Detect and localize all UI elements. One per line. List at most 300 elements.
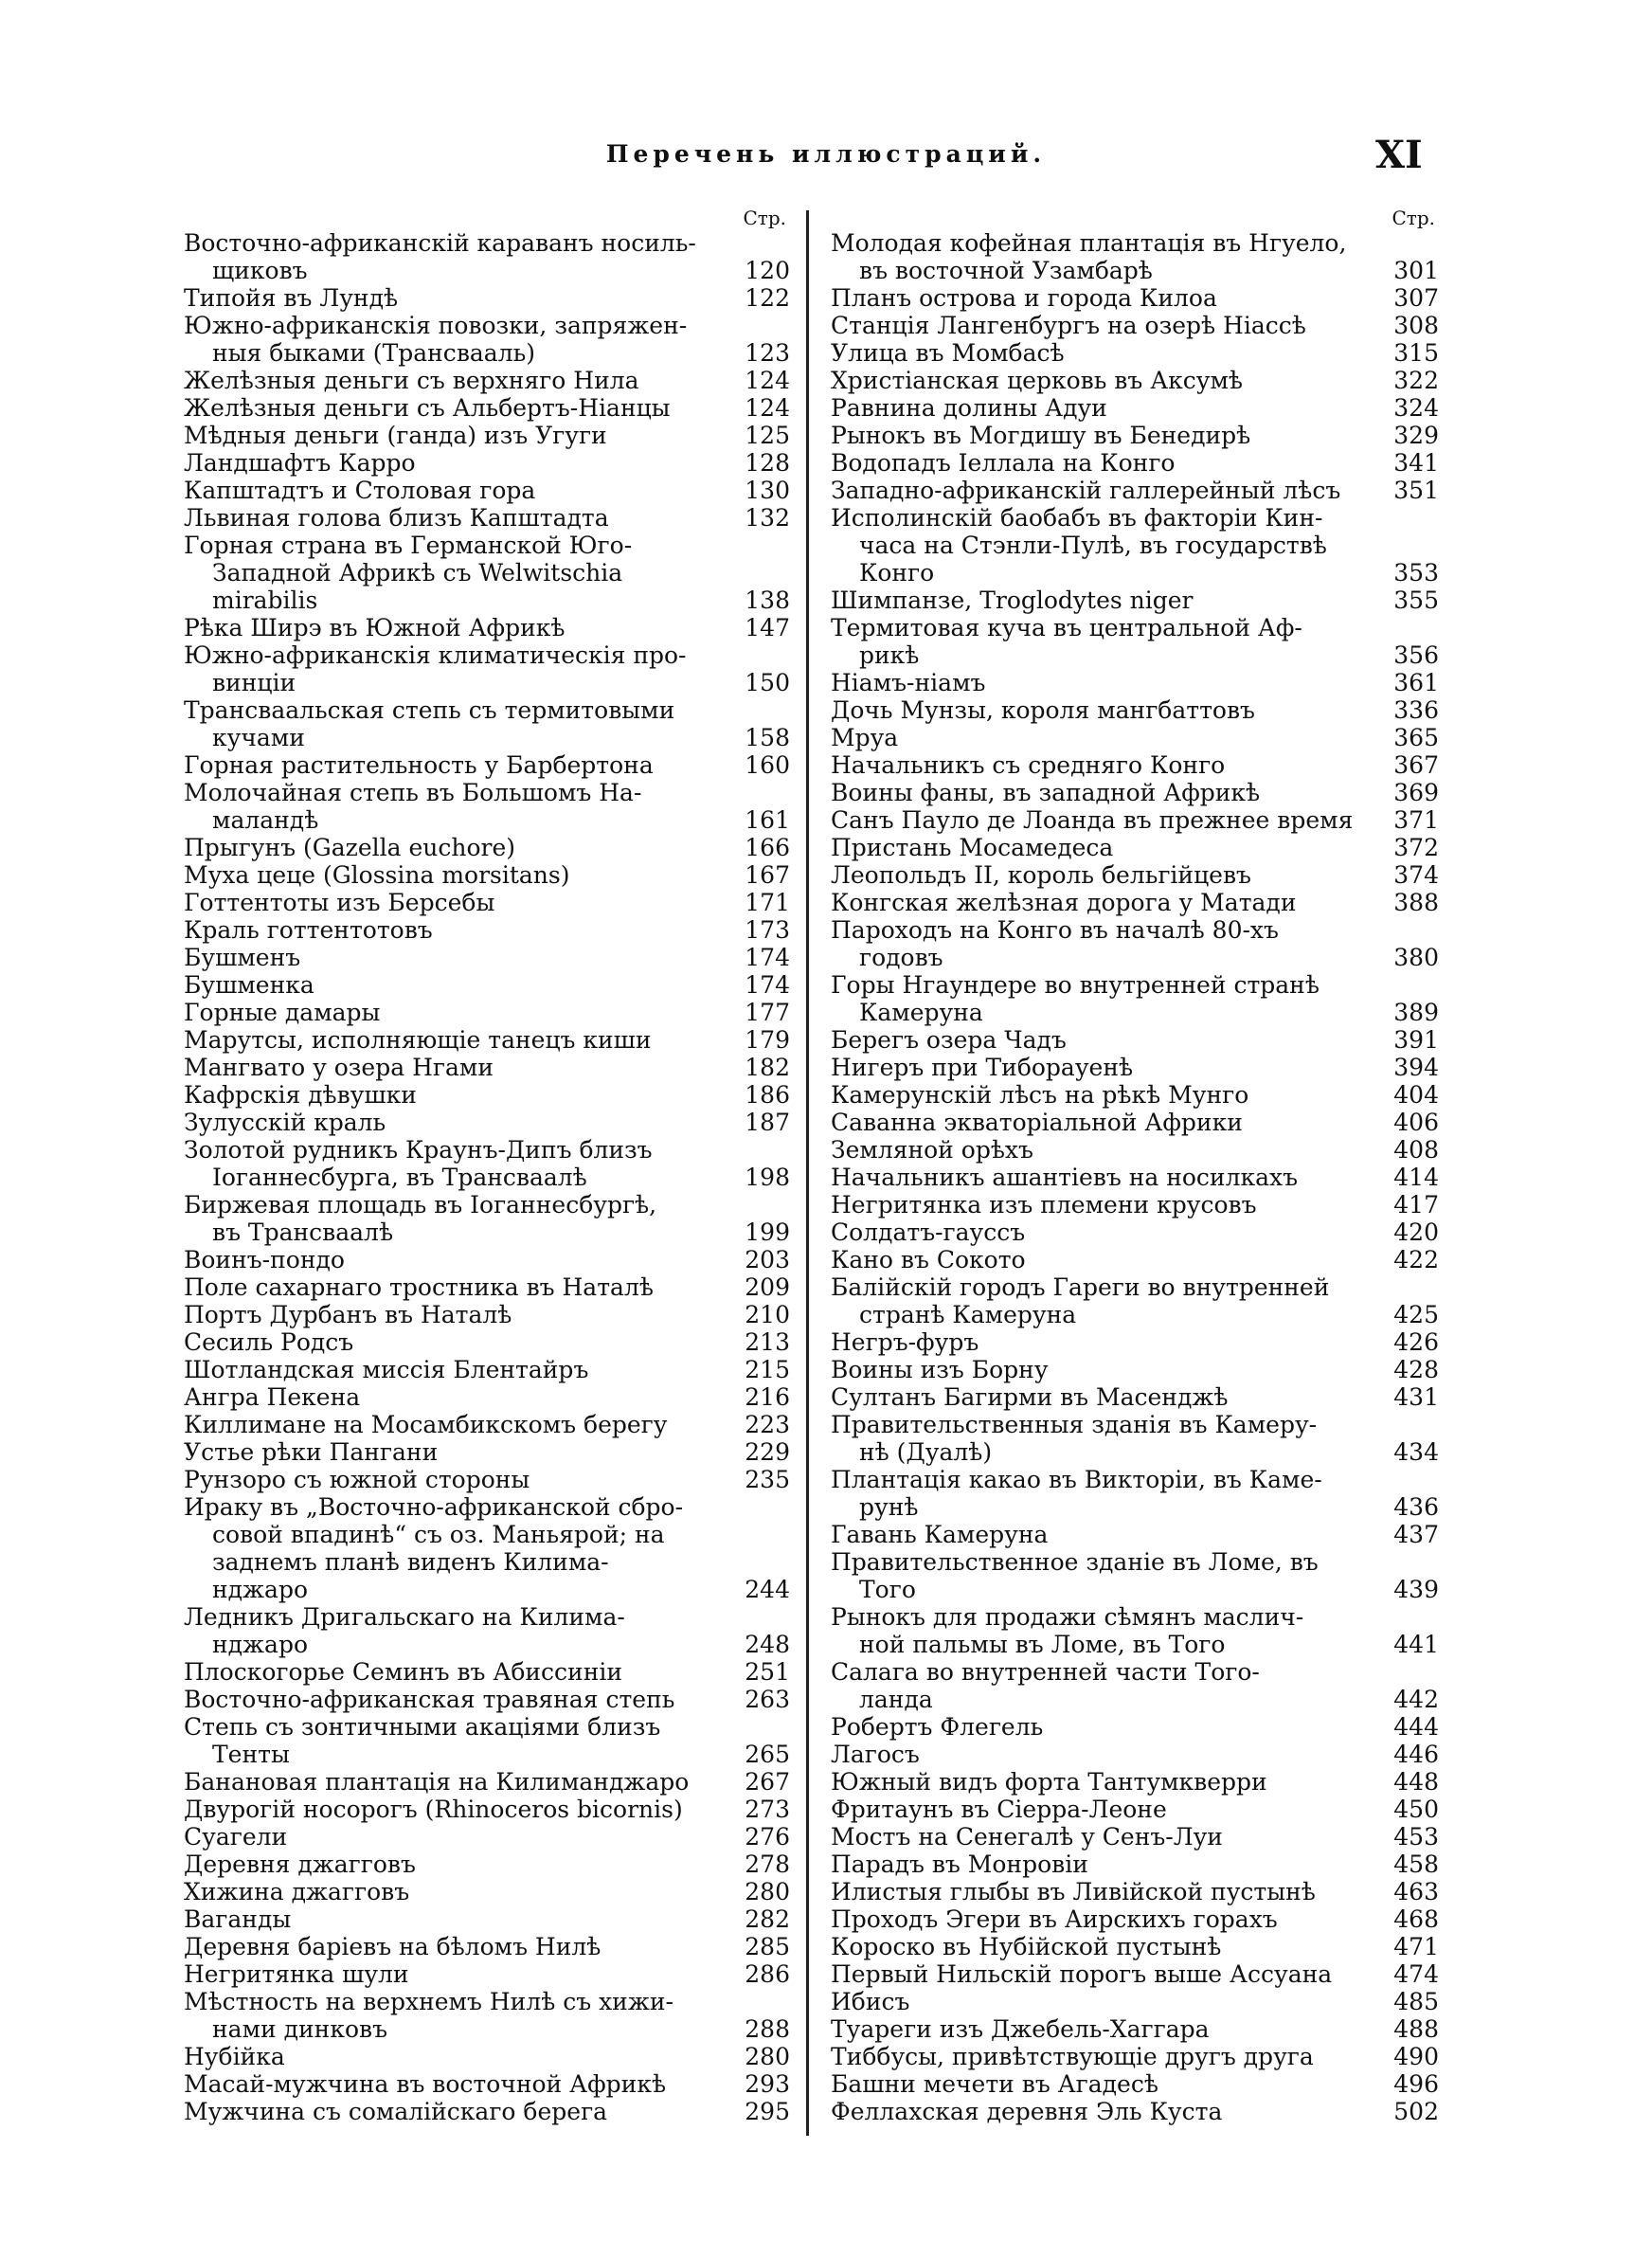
entry-title: Горы Нгаундере во внутренней странѣ bbox=[831, 971, 1320, 999]
entry-page-number: 160 bbox=[745, 751, 790, 779]
entry-title: Шимпанзе, Troglodytes niger bbox=[831, 587, 1194, 614]
illustration-entry bbox=[831, 971, 1439, 1026]
entry-page-number: 365 bbox=[1393, 724, 1439, 751]
entry-page-number: 353 bbox=[1393, 559, 1439, 587]
entry-page-number: 295 bbox=[745, 2098, 790, 2125]
entry-page-number: 123 bbox=[745, 339, 790, 367]
entry-page-number: 276 bbox=[745, 1823, 790, 1851]
entry-page-number: 182 bbox=[745, 1054, 790, 1081]
entry-page-number: 187 bbox=[745, 1109, 790, 1136]
entry-page-number: 324 bbox=[1393, 394, 1439, 422]
entry-page-number: 436 bbox=[1393, 1493, 1439, 1521]
entry-title: Зулусскій краль bbox=[184, 1109, 386, 1136]
illustration-entry bbox=[831, 1933, 1439, 1960]
illustration-entry bbox=[184, 1493, 790, 1603]
entry-title: Типойя въ Лундѣ bbox=[184, 284, 399, 312]
illustration-entry bbox=[184, 1988, 790, 2043]
entry-page-number: 488 bbox=[1393, 2015, 1439, 2043]
illustration-entry bbox=[831, 2015, 1439, 2043]
illustration-entry bbox=[184, 1246, 790, 1273]
illustration-entry bbox=[831, 806, 1439, 834]
illustration-entry bbox=[831, 1905, 1439, 1933]
entry-title-continuation: часа на Стэнли-Пулѣ, въ государствѣ bbox=[859, 532, 1327, 559]
entry-title: Исполинскій баобабъ въ факторіи Кин- bbox=[831, 504, 1323, 532]
entry-title: Горная страна въ Германской Юго- bbox=[184, 532, 633, 559]
entry-page-number: 490 bbox=[1393, 2043, 1439, 2070]
entry-title-continuation: заднемъ планѣ виденъ Килима- bbox=[212, 1548, 609, 1576]
illustration-entry bbox=[184, 1768, 790, 1796]
entry-title: Берегъ озера Чадъ bbox=[831, 1026, 1067, 1054]
entry-title-continuation: ныя быками (Трансвааль) bbox=[212, 339, 535, 367]
entry-title: Нубійка bbox=[184, 2043, 285, 2070]
entry-title: Воины фаны, въ западной Африкѣ bbox=[831, 779, 1261, 806]
entry-page-number: 351 bbox=[1393, 477, 1439, 504]
illustration-entry bbox=[831, 477, 1439, 504]
illustration-entry bbox=[184, 779, 790, 834]
entry-page-number: 444 bbox=[1393, 1713, 1439, 1741]
illustration-entry bbox=[184, 861, 790, 889]
illustration-entry bbox=[184, 284, 790, 312]
entry-page-number: 203 bbox=[745, 1246, 790, 1273]
entry-page-number: 124 bbox=[745, 367, 790, 394]
entry-title-continuation: годовъ bbox=[859, 944, 943, 971]
entry-title: Львиная голова близъ Капштадта bbox=[184, 504, 609, 532]
entry-page-number: 442 bbox=[1393, 1686, 1439, 1713]
illustration-entry bbox=[831, 614, 1439, 669]
entry-page-number: 341 bbox=[1393, 449, 1439, 477]
entry-title: Ландшафтъ Карро bbox=[184, 449, 416, 477]
entry-page-number: 431 bbox=[1393, 1383, 1439, 1411]
entry-title-continuation: нджаро bbox=[212, 1576, 309, 1603]
entry-page-number: 125 bbox=[745, 422, 790, 449]
entry-title: Дочь Мунзы, короля мангбаттовъ bbox=[831, 696, 1255, 724]
illustration-entry bbox=[184, 2098, 790, 2125]
illustration-entry bbox=[184, 1054, 790, 1081]
illustration-entry bbox=[831, 284, 1439, 312]
entry-page-number: 273 bbox=[745, 1796, 790, 1823]
left-column bbox=[184, 207, 790, 2125]
entry-page-number: 437 bbox=[1393, 1521, 1439, 1548]
entry-page-number: 361 bbox=[1393, 669, 1439, 696]
entry-title: Степь съ зонтичными акаціями близъ bbox=[184, 1713, 661, 1741]
entry-page-number: 329 bbox=[1393, 422, 1439, 449]
entry-title: Трансваальская степь съ термитовыми bbox=[184, 696, 675, 724]
entry-title-continuation: Конго bbox=[859, 559, 935, 587]
entry-page-number: 122 bbox=[745, 284, 790, 312]
entry-page-number: 235 bbox=[745, 1466, 790, 1493]
entry-title: Феллахская деревня Эль Куста bbox=[831, 2098, 1223, 2125]
page-column-label: Стр. bbox=[1392, 207, 1435, 229]
entry-title: Деревня джагговъ bbox=[184, 1851, 416, 1878]
entry-title: Горные дамары bbox=[184, 999, 381, 1026]
illustration-entry bbox=[831, 367, 1439, 394]
entry-page-number: 389 bbox=[1393, 999, 1439, 1026]
illustration-entry bbox=[184, 1713, 790, 1768]
entry-page-number: 177 bbox=[745, 999, 790, 1026]
entry-title: Планъ острова и города Килоа bbox=[831, 284, 1217, 312]
entry-page-number: 124 bbox=[745, 394, 790, 422]
illustration-entry bbox=[831, 449, 1439, 477]
entry-page-number: 286 bbox=[745, 1960, 790, 1988]
entry-title: Башни мечети въ Агадесѣ bbox=[831, 2070, 1158, 2098]
illustration-entry bbox=[831, 1383, 1439, 1411]
entry-title: Суагели bbox=[184, 1823, 288, 1851]
illustration-entry bbox=[184, 422, 790, 449]
entry-title: Бушменка bbox=[184, 971, 314, 999]
illustration-entry bbox=[831, 1658, 1439, 1713]
entry-title: Ибисъ bbox=[831, 1988, 910, 2015]
entry-title: Рунзоро съ южной стороны bbox=[184, 1466, 530, 1493]
entry-title: Рынокъ въ Могдишу въ Бенедирѣ bbox=[831, 422, 1251, 449]
illustration-entry bbox=[831, 1109, 1439, 1136]
entry-title: Бушменъ bbox=[184, 944, 301, 971]
entry-page-number: 301 bbox=[1393, 257, 1439, 284]
entry-page-number: 394 bbox=[1393, 1054, 1439, 1081]
illustration-entry bbox=[831, 834, 1439, 861]
entry-page-number: 388 bbox=[1393, 889, 1439, 916]
illustration-entry bbox=[831, 1356, 1439, 1383]
entry-page-number: 315 bbox=[1393, 339, 1439, 367]
entry-title: Мруа bbox=[831, 724, 899, 751]
entry-title-continuation: въ Трансваалѣ bbox=[212, 1219, 394, 1246]
page-number: XI bbox=[1375, 133, 1423, 177]
entry-page-number: 120 bbox=[745, 257, 790, 284]
illustration-entry bbox=[184, 1191, 790, 1246]
entry-title: Желѣзныя деньги съ верхняго Нила bbox=[184, 367, 639, 394]
entry-page-number: 173 bbox=[745, 916, 790, 944]
entry-title: Салага во внутренней части Того- bbox=[831, 1658, 1260, 1686]
entry-page-number: 391 bbox=[1393, 1026, 1439, 1054]
entry-title: Солдатъ-гауссъ bbox=[831, 1219, 1026, 1246]
entry-page-number: 450 bbox=[1393, 1796, 1439, 1823]
illustration-entry bbox=[831, 312, 1439, 339]
entry-page-number: 288 bbox=[745, 2015, 790, 2043]
entry-page-number: 251 bbox=[745, 1658, 790, 1686]
entry-title: Водопадъ Іеллала на Конго bbox=[831, 449, 1176, 477]
illustration-entry bbox=[831, 1603, 1439, 1658]
illustration-entry bbox=[184, 229, 790, 284]
entry-page-number: 130 bbox=[745, 477, 790, 504]
entry-page-number: 446 bbox=[1393, 1741, 1439, 1768]
illustration-entry bbox=[831, 504, 1439, 587]
entry-title: Южно-африканскія повозки, запряжен- bbox=[184, 312, 688, 339]
entry-page-number: 229 bbox=[745, 1438, 790, 1466]
entry-page-number: 244 bbox=[745, 1576, 790, 1603]
illustration-entry bbox=[184, 889, 790, 916]
illustration-entry bbox=[184, 367, 790, 394]
illustration-entry bbox=[831, 1851, 1439, 1878]
illustration-entry bbox=[831, 1054, 1439, 1081]
illustration-entry bbox=[831, 1960, 1439, 1988]
illustration-entry bbox=[184, 1960, 790, 1988]
entry-page-number: 248 bbox=[745, 1631, 790, 1658]
entry-title: Восточно-африканская травяная степь bbox=[184, 1686, 675, 1713]
entry-page-number: 161 bbox=[745, 806, 790, 834]
illustration-entry bbox=[184, 1658, 790, 1686]
entry-title: Начальникъ съ средняго Конго bbox=[831, 751, 1226, 779]
entry-title: Мѣдныя деньги (ганда) изъ Угуги bbox=[184, 422, 607, 449]
entry-title: Туареги изъ Джебель-Хаггара bbox=[831, 2015, 1210, 2043]
entry-page-number: 128 bbox=[745, 449, 790, 477]
entry-page-number: 216 bbox=[745, 1383, 790, 1411]
illustration-entry bbox=[184, 1328, 790, 1356]
entry-title: Устье рѣки Пангани bbox=[184, 1438, 439, 1466]
illustration-entry bbox=[184, 1136, 790, 1191]
illustration-entry bbox=[831, 779, 1439, 806]
illustration-entry bbox=[831, 1328, 1439, 1356]
entry-page-number: 174 bbox=[745, 944, 790, 971]
illustration-entry bbox=[184, 1823, 790, 1851]
illustration-entry bbox=[184, 641, 790, 696]
illustration-entry bbox=[184, 614, 790, 641]
entry-page-number: 267 bbox=[745, 1768, 790, 1796]
entry-page-number: 474 bbox=[1393, 1960, 1439, 1988]
entry-page-number: 471 bbox=[1393, 1933, 1439, 1960]
entry-title: Воины изъ Борну bbox=[831, 1356, 1049, 1383]
entry-title: Молочайная степь въ Большомъ На- bbox=[184, 779, 642, 806]
entry-page-number: 265 bbox=[745, 1741, 790, 1768]
entry-page-number: 406 bbox=[1393, 1109, 1439, 1136]
entry-title: Прыгунъ (Gazella euchore) bbox=[184, 834, 516, 861]
entry-title: Султанъ Багирми въ Масенджѣ bbox=[831, 1383, 1229, 1411]
entry-title: Киллимане на Мосамбикскомъ берегу bbox=[184, 1411, 668, 1438]
illustration-entry bbox=[831, 1191, 1439, 1219]
entry-title-continuation: рунѣ bbox=[859, 1493, 919, 1521]
illustration-entry bbox=[831, 751, 1439, 779]
entry-title: Леопольдъ II, король бельгійцевъ bbox=[831, 861, 1251, 889]
entry-title: Ираку въ „Восточно-африканской сбро- bbox=[184, 1493, 684, 1521]
illustration-entry bbox=[831, 422, 1439, 449]
entry-page-number: 282 bbox=[745, 1905, 790, 1933]
entry-title: Восточно-африканскій караванъ носиль- bbox=[184, 229, 696, 257]
entry-page-number: 179 bbox=[745, 1026, 790, 1054]
entry-page-number: 215 bbox=[745, 1356, 790, 1383]
entry-page-number: 174 bbox=[745, 971, 790, 999]
illustration-entry bbox=[184, 1026, 790, 1054]
illustration-entry bbox=[831, 1026, 1439, 1054]
entry-title-continuation: странѣ Камеруна bbox=[859, 1301, 1077, 1328]
illustration-entry bbox=[184, 532, 790, 614]
entry-title: Фритаунъ въ Сіерра-Леоне bbox=[831, 1796, 1167, 1823]
illustration-entry bbox=[184, 1301, 790, 1328]
entry-title: Портъ Дурбанъ въ Наталѣ bbox=[184, 1301, 512, 1328]
entry-title: Ніамъ-ніамъ bbox=[831, 669, 986, 696]
entry-title-continuation: въ восточной Узамбарѣ bbox=[859, 257, 1153, 284]
entry-title: Санъ Пауло де Лоанда въ прежнее время bbox=[831, 806, 1354, 834]
entry-title: Капштадтъ и Столовая гора bbox=[184, 477, 536, 504]
entry-page-number: 485 bbox=[1393, 1988, 1439, 2015]
entry-page-number: 280 bbox=[745, 1878, 790, 1905]
entry-title: Земляной орѣхъ bbox=[831, 1136, 1033, 1164]
entry-title: Правительственныя зданія въ Камеру- bbox=[831, 1411, 1318, 1438]
entry-title: Шотландская миссія Блентайръ bbox=[184, 1356, 589, 1383]
illustration-entry bbox=[831, 1081, 1439, 1109]
illustration-entry bbox=[831, 1521, 1439, 1548]
entry-title: Мѣстность на верхнемъ Нилѣ съ хижи- bbox=[184, 1988, 673, 2015]
entry-title: Негръ-фуръ bbox=[831, 1328, 979, 1356]
entry-title: Банановая плантація на Килимандж‍аро bbox=[184, 1768, 690, 1796]
illustration-entry bbox=[831, 916, 1439, 971]
illustration-entry bbox=[831, 724, 1439, 751]
entry-title: Короско въ Нубійской пустынѣ bbox=[831, 1933, 1222, 1960]
illustration-entry bbox=[184, 504, 790, 532]
entry-page-number: 308 bbox=[1393, 312, 1439, 339]
entry-title: Южно-африканскія климатическія про- bbox=[184, 641, 687, 669]
entry-title: Первый Нильскій порогъ выше Ассуана bbox=[831, 1960, 1333, 1988]
entry-title: Станція Лангенбургъ на озерѣ Ніассѣ bbox=[831, 312, 1306, 339]
entry-title: Рѣка Ширэ въ Южной Африкѣ bbox=[184, 614, 566, 641]
entry-title: Начальникъ ашантіевъ на носилкахъ bbox=[831, 1164, 1299, 1191]
entry-page-number: 414 bbox=[1393, 1164, 1439, 1191]
entry-page-number: 166 bbox=[745, 834, 790, 861]
illustration-entry bbox=[184, 1686, 790, 1713]
entry-title: Золотой рудникъ Краунъ-Дипъ близъ bbox=[184, 1136, 653, 1164]
entry-title: Пароходъ на Конго въ началѣ 80-хъ bbox=[831, 916, 1279, 944]
entry-title: Лагосъ bbox=[831, 1741, 920, 1768]
illustration-entry bbox=[831, 1219, 1439, 1246]
entry-title: Деревня баріевъ на бѣломъ Нилѣ bbox=[184, 1933, 602, 1960]
entry-page-number: 336 bbox=[1393, 696, 1439, 724]
entry-page-number: 209 bbox=[745, 1273, 790, 1301]
entry-page-number: 280 bbox=[745, 2043, 790, 2070]
entry-page-number: 278 bbox=[745, 1851, 790, 1878]
entry-title-continuation: ной пальмы въ Ломе, въ Того bbox=[859, 1631, 1226, 1658]
entry-title-continuation: винціи bbox=[212, 669, 296, 696]
entry-page-number: 463 bbox=[1393, 1878, 1439, 1905]
illustration-entry bbox=[831, 1136, 1439, 1164]
entry-title: Хижина джагговъ bbox=[184, 1878, 410, 1905]
entry-title-continuation: Тенты bbox=[212, 1741, 290, 1768]
entry-title: Проходъ Эгери въ Аирскихъ горахъ bbox=[831, 1905, 1278, 1933]
page-header-title: Перечень иллюстраций. bbox=[605, 140, 1047, 168]
entry-title: Кано въ Сокото bbox=[831, 1246, 1026, 1273]
entry-title-continuation: Камеруна bbox=[859, 999, 983, 1026]
illustration-entry bbox=[184, 916, 790, 944]
illustration-entry bbox=[831, 1768, 1439, 1796]
illustration-entry bbox=[831, 889, 1439, 916]
entry-page-number: 404 bbox=[1393, 1081, 1439, 1109]
entry-title: Западно-африканскій галлерейный лѣсъ bbox=[831, 477, 1341, 504]
illustration-entry bbox=[184, 1081, 790, 1109]
illustration-entry bbox=[184, 449, 790, 477]
entry-title: Негритянка шули bbox=[184, 1960, 409, 1988]
illustration-entry bbox=[184, 2043, 790, 2070]
entry-page-number: 448 bbox=[1393, 1768, 1439, 1796]
entry-title: Марутсы, исполняющіе танецъ киши bbox=[184, 1026, 652, 1054]
illustration-entry bbox=[831, 696, 1439, 724]
entry-page-number: 186 bbox=[745, 1081, 790, 1109]
entry-page-number: 417 bbox=[1393, 1191, 1439, 1219]
entry-title: Горная растительность у Барбертона bbox=[184, 751, 654, 779]
illustration-entry bbox=[184, 834, 790, 861]
illustration-entry bbox=[184, 1851, 790, 1878]
entry-title-continuation: нѣ (Дуалѣ) bbox=[859, 1438, 993, 1466]
entry-page-number: 263 bbox=[745, 1686, 790, 1713]
entry-title: Конгская желѣзная дорога у Матади bbox=[831, 889, 1297, 916]
right-column bbox=[831, 207, 1439, 2125]
entry-title: Термитовая куча въ центральной Аф- bbox=[831, 614, 1302, 641]
entry-page-number: 408 bbox=[1393, 1136, 1439, 1164]
entry-page-number: 158 bbox=[745, 724, 790, 751]
entry-page-number: 468 bbox=[1393, 1905, 1439, 1933]
illustration-entry bbox=[831, 339, 1439, 367]
illustration-entry bbox=[831, 229, 1439, 284]
entry-page-number: 322 bbox=[1393, 367, 1439, 394]
entry-title-continuation: совой впадинѣ“ съ оз. Маньярой; на bbox=[212, 1521, 665, 1548]
entry-title: Гавань Камеруна bbox=[831, 1521, 1049, 1548]
entry-title: Мужчина съ сомалійскаго берега bbox=[184, 2098, 608, 2125]
entry-title: Мостъ на Сенегалѣ у Сенъ-Луи bbox=[831, 1823, 1223, 1851]
entry-title-continuation: щиковъ bbox=[212, 257, 308, 284]
entry-title: Ледникъ Дригальскаго на Килима- bbox=[184, 1603, 625, 1631]
entry-page-number: 132 bbox=[745, 504, 790, 532]
entry-title: Пристань Мосамедеса bbox=[831, 834, 1114, 861]
entry-page-number: 355 bbox=[1393, 587, 1439, 614]
entry-title: Двурогій носорогъ (Rhinoceros bicornis) bbox=[184, 1796, 683, 1823]
entry-title: Кафрскія дѣвушки bbox=[184, 1081, 417, 1109]
column-divider bbox=[806, 210, 809, 2136]
illustration-entry bbox=[831, 2043, 1439, 2070]
entry-page-number: 428 bbox=[1393, 1356, 1439, 1383]
entry-title: Саванна экваторіальной Африки bbox=[831, 1109, 1243, 1136]
illustration-entry bbox=[831, 1164, 1439, 1191]
entry-title: Правительственное зданіе въ Ломе, въ bbox=[831, 1548, 1319, 1576]
entry-page-number: 496 bbox=[1393, 2070, 1439, 2098]
illustration-entry bbox=[184, 696, 790, 751]
entry-page-number: 425 bbox=[1393, 1301, 1439, 1328]
entry-page-number: 356 bbox=[1393, 641, 1439, 669]
illustration-entry bbox=[831, 587, 1439, 614]
illustration-entry bbox=[184, 1796, 790, 1823]
entry-page-number: 167 bbox=[745, 861, 790, 889]
entry-title: Воинъ-пондо bbox=[184, 1246, 345, 1273]
illustration-entry bbox=[831, 1741, 1439, 1768]
entry-page-number: 371 bbox=[1393, 806, 1439, 834]
entry-title: Биржевая площадь въ Іоганнесбургѣ, bbox=[184, 1191, 657, 1219]
illustration-entry bbox=[831, 2098, 1439, 2125]
entry-title: Масай-мужчина въ восточной Африкѣ bbox=[184, 2070, 667, 2098]
entry-title-continuation: Западной Африкѣ съ Welwitschia bbox=[212, 559, 623, 587]
illustration-entry bbox=[184, 1905, 790, 1933]
illustration-entry bbox=[831, 394, 1439, 422]
entry-title: Балійскій городъ Гареги во внутренней bbox=[831, 1273, 1330, 1301]
entry-page-number: 307 bbox=[1393, 284, 1439, 312]
entry-page-number: 439 bbox=[1393, 1576, 1439, 1603]
entry-title-continuation: mirabilis bbox=[212, 587, 318, 614]
illustration-entry bbox=[184, 1603, 790, 1658]
entry-title: Муха цеце (Glossina morsitans) bbox=[184, 861, 570, 889]
entry-page-number: 420 bbox=[1393, 1219, 1439, 1246]
entry-page-number: 223 bbox=[745, 1411, 790, 1438]
illustration-entry bbox=[184, 751, 790, 779]
entry-title-continuation: нами динковъ bbox=[212, 2015, 387, 2043]
entry-title-continuation: Іоганнесбурга, въ Трансваалѣ bbox=[212, 1164, 587, 1191]
entry-page-number: 426 bbox=[1393, 1328, 1439, 1356]
illustration-entry bbox=[831, 1466, 1439, 1521]
illustration-entry bbox=[831, 1878, 1439, 1905]
entry-page-number: 367 bbox=[1393, 751, 1439, 779]
illustration-entry bbox=[184, 1466, 790, 1493]
illustration-entry bbox=[831, 2070, 1439, 2098]
entry-page-number: 502 bbox=[1393, 2098, 1439, 2125]
entry-title: Ваганды bbox=[184, 1905, 292, 1933]
entry-title: Желѣзныя деньги съ Альбертъ-Ніанцы bbox=[184, 394, 671, 422]
entry-page-number: 372 bbox=[1393, 834, 1439, 861]
illustration-entry bbox=[184, 1109, 790, 1136]
illustration-entry bbox=[831, 669, 1439, 696]
entry-title-continuation: нджаро bbox=[212, 1631, 309, 1658]
page-column-label: Стр. bbox=[743, 207, 786, 229]
